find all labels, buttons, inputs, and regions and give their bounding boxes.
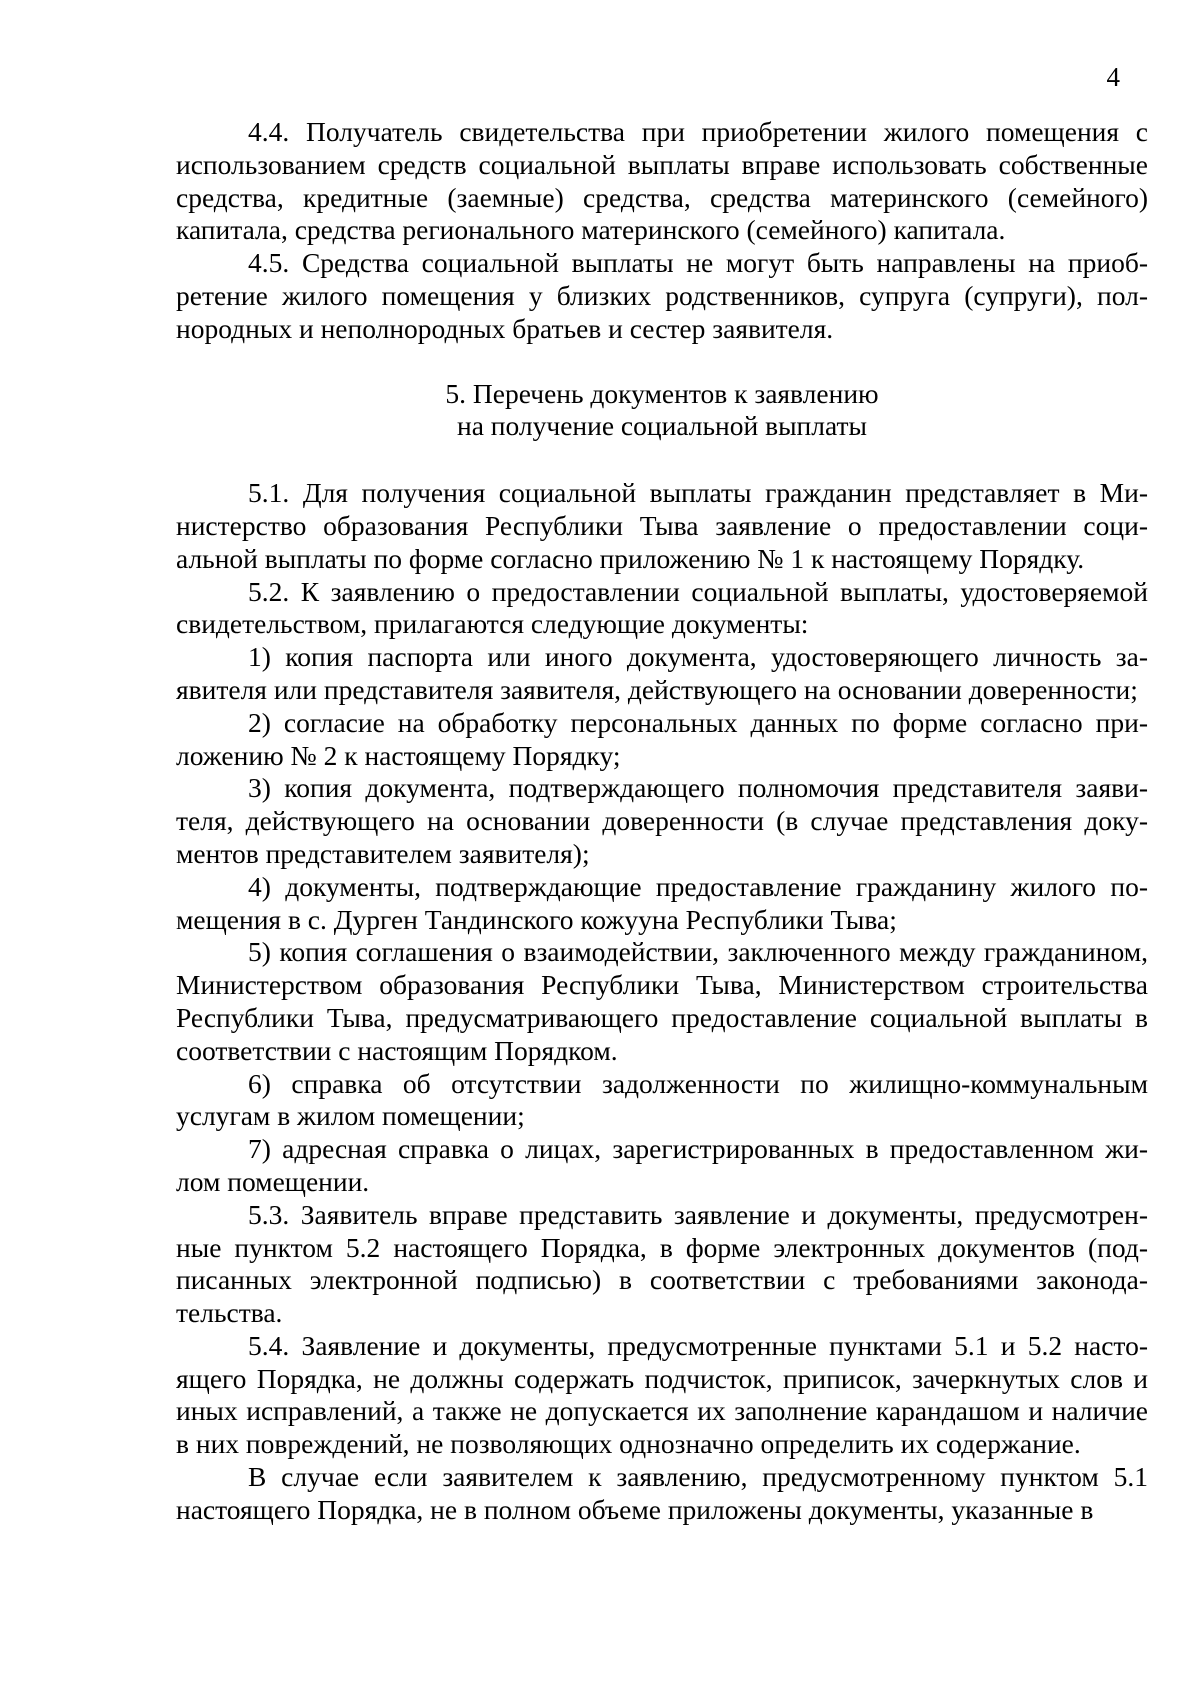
paragraph-4-5: 4.5. Средства социальной выплаты не могут быть направлены на приобретение жилого помещения у близких родственников, супруга (супруги), полнородных и неполнородных братьев и сестер заявителя.: [176, 247, 1148, 344]
list-item-6: 6) справка об отсутствии задолженности по жилищно-коммунальным услугам в жилом помещении;: [176, 1067, 1148, 1132]
section-heading-line-2: на получение социальной выплаты: [457, 410, 867, 442]
paragraph-5-1: 5.1. Для получения социальной выплаты гражданин представляет в Министерство образования Республики Тыва заявление о предоставлении социальной выплаты по форме согласно приложению № 1 к настоящему Порядку.: [176, 477, 1148, 574]
section-heading: [176, 378, 1148, 444]
list-item-3: 3) копия документа, подтверждающего полномочия представителя заявителя, действующего на основании доверенности (в случае представления документов представителем заявителя);: [176, 772, 1148, 869]
list-item-7: 7) адресная справка о лицах, зарегистрированных в предоставленном жилом помещении.: [176, 1133, 1148, 1197]
section-heading-line-1: 5. Перечень документов к заявлению: [445, 377, 879, 409]
paragraph-4-4: 4.4. Получатель свидетельства при приобретении жилого помещения с использованием средств социальной выплаты вправе использовать собственные средства, кредитные (заемные) средства, средства материнского (семейного) капитала, средства регионального материнского (семейного) капитала.: [176, 116, 1148, 246]
paragraph-5-4: 5.4. Заявление и документы, предусмотренные пунктами 5.1 и 5.2 настоящего Порядка, не должны содержать подчисток, приписок, зачеркнутых слов и иных исправлений, а также не допускается их заполнение карандашом и наличие в них повреждений, не позволяющих однозначно определить их содержание.: [176, 1329, 1148, 1460]
document-body: [176, 116, 1148, 1527]
list-item-4: 4) документы, подтверждающие предоставление гражданину жилого помещения в с. Дурген Тандинского кожууна Республики Тыва;: [176, 870, 1148, 935]
page-number: 4: [1106, 62, 1120, 92]
paragraph-incomplete-docs: В случае если заявителем к заявлению, предусмотренному пунктом 5.1 настоящего Порядка, не в полном объеме приложены документы, указанные в: [176, 1461, 1148, 1525]
list-item-2: 2) согласие на обработку персональных данных по форме согласно приложению № 2 к настоящему Порядку;: [176, 706, 1148, 771]
list-item-1: 1) копия паспорта или иного документа, удостоверяющего личность заявителя или представителя заявителя, действующего на основании доверенности;: [176, 641, 1148, 705]
list-item-5: 5) копия соглашения о взаимодействии, заключенного между гражданином, Министерством образования Республики Тыва, Министерством строительства Республики Тыва, предусматривающего предоставление социальной выплаты в соответствии с настоящим Порядком.: [176, 936, 1148, 1066]
paragraph-5-2: 5.2. К заявлению о предоставлении социальной выплаты, удостоверяемой свидетельством, прилагаются следующие документы:: [176, 575, 1148, 640]
paragraph-5-3: 5.3. Заявитель вправе представить заявление и документы, предусмотренные пунктом 5.2 настоящего Порядка, в форме электронных документов (подписанных электронной подписью) в соответствии с требованиями законодательства.: [176, 1198, 1148, 1329]
